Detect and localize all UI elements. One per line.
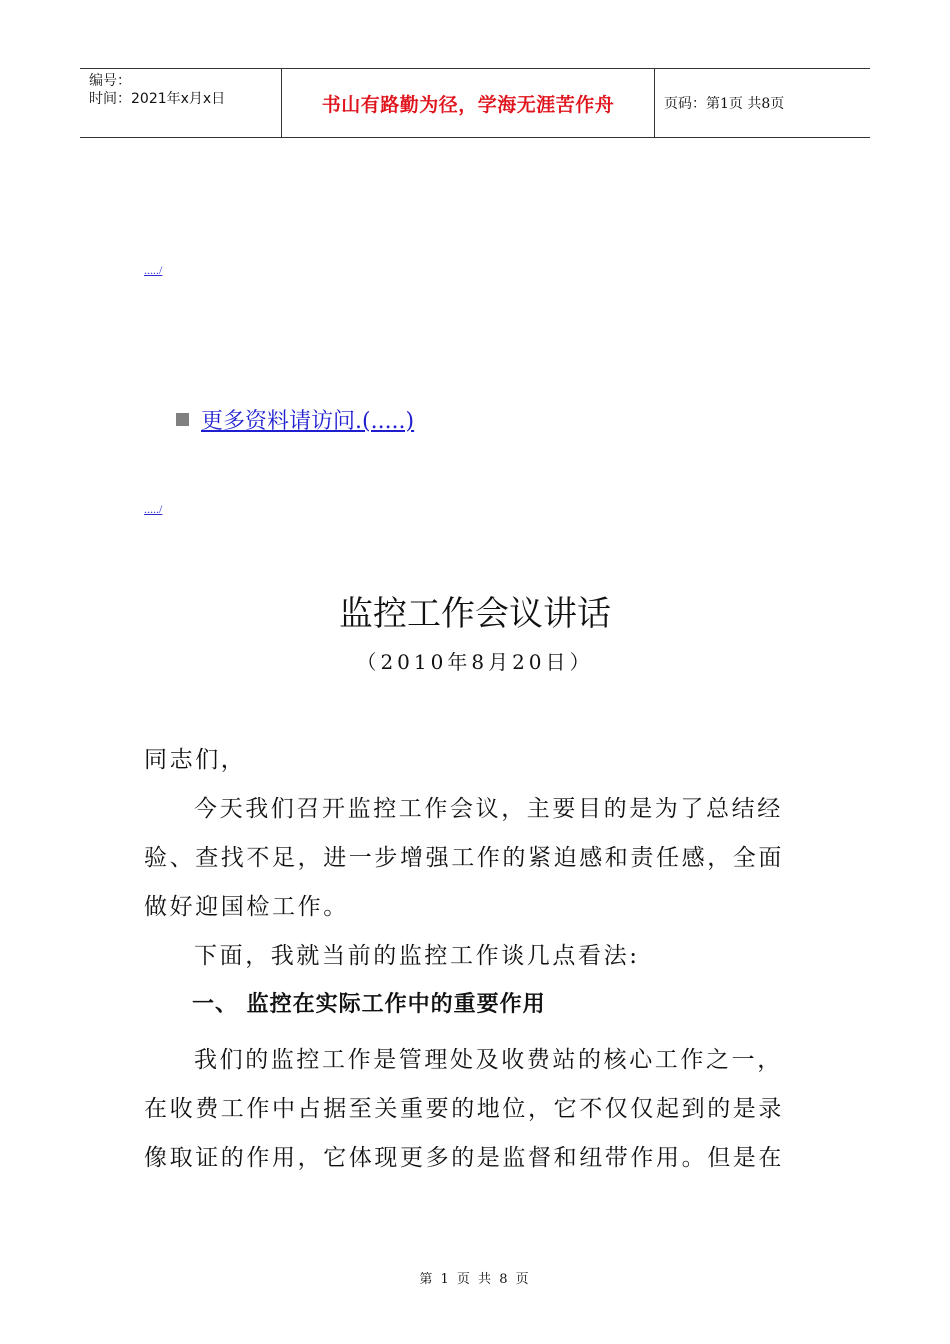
paragraph-section1: 我们的监控工作是管理处及收费站的核心工作之一，在收费工作中占据至关重要的地位，它不仅仅起到的是录像取证的作用，它体现更多的是监督和纽带作用。但是在 [144, 1047, 784, 1171]
second-link[interactable]: ...../ [144, 502, 163, 516]
more-resources-row [176, 404, 414, 435]
salutation: 同志们， [144, 747, 247, 773]
top-link[interactable]: ...../ [144, 263, 163, 277]
document-title: 监控工作会议讲话 [339, 594, 611, 634]
more-resources-link[interactable]: 更多资料请访问.(.....) [201, 409, 415, 434]
document-date: （2010年8月20日） [356, 650, 594, 674]
header-page-info: 页码：第1页 共8页 [664, 96, 785, 112]
document-body-bottom [144, 1036, 808, 1183]
number-label: 编号： [89, 73, 131, 89]
square-bullet-icon [176, 413, 189, 426]
paragraph-transition: 下面，我就当前的监控工作谈几点看法: [194, 943, 640, 969]
paragraph-intro: 今天我们召开监控工作会议，主要目的是为了总结经验、查找不足，进一步增强工作的紧迫感和责任感，全面做好迎国检工作。 [144, 796, 784, 920]
header-meta-cell [80, 69, 282, 137]
section-heading-1: 一、 监控在实际工作中的重要作用 [192, 992, 546, 1017]
document-body-top [144, 736, 808, 981]
page-footer: 第 1 页 共 8 页 [419, 1272, 531, 1287]
header-motto: 书山有路勤为径，学海无涯苦作舟 [282, 69, 655, 137]
time-label: 时间：2021年x月x日 [89, 91, 226, 107]
header-table [80, 68, 870, 138]
